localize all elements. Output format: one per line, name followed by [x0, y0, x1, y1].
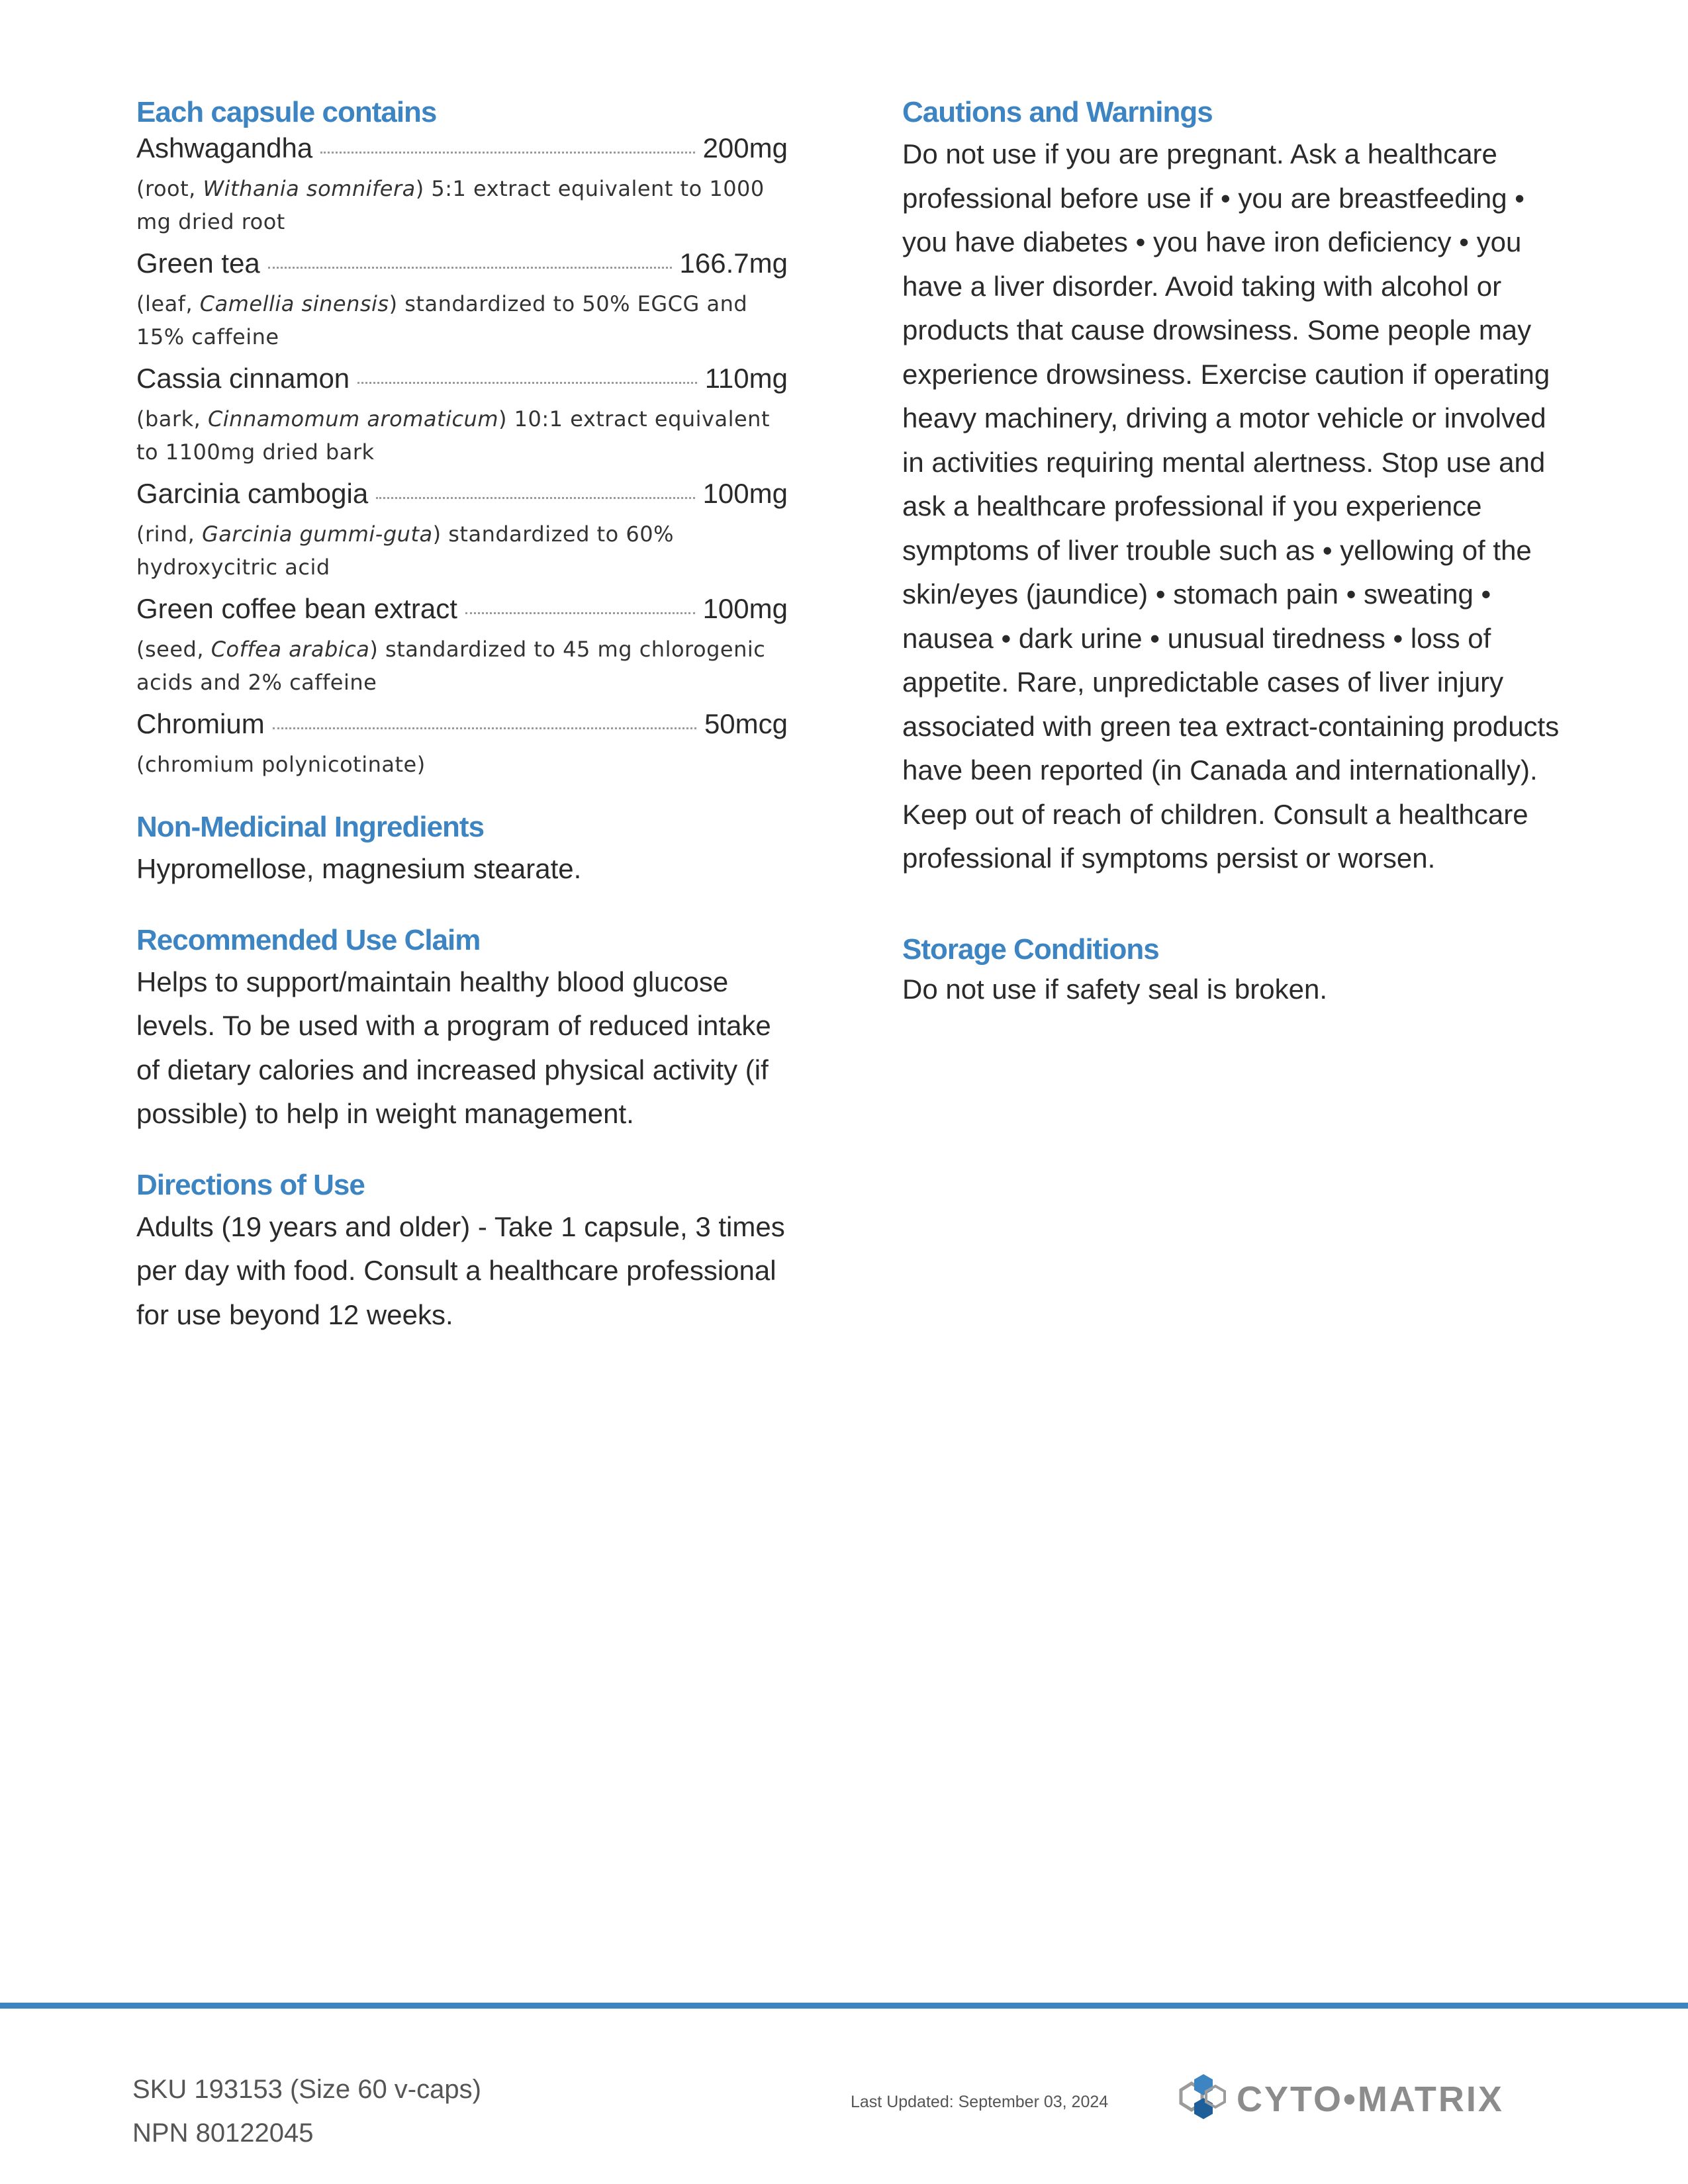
ingredient-item: [136, 248, 788, 353]
ingredient-item: [136, 478, 788, 584]
logo-hexagon-icon: [1181, 2074, 1225, 2119]
non-medicinal-heading: Non-Medicinal Ingredients: [136, 811, 485, 843]
ingredient-amount: 200mg: [702, 132, 788, 163]
storage-heading: Storage Conditions: [902, 933, 1159, 966]
ingredient-row: [136, 593, 788, 633]
npn-text: NPN 80122045: [132, 2118, 314, 2148]
dotted-leader: [273, 727, 696, 729]
recommended-use-heading: Recommended Use Claim: [136, 923, 481, 956]
ingredient-amount: 100mg: [702, 478, 788, 509]
latin-name: Cinnamomum aromaticum: [207, 406, 498, 432]
dotted-leader: [320, 152, 694, 154]
latin-name: Camellia sinensis: [199, 291, 389, 316]
ingredient-name: Garcinia cambogia: [136, 478, 369, 509]
ingredient-amount: 100mg: [702, 593, 788, 624]
ingredient-item: [136, 593, 788, 699]
logo-wordmark: CYTO•MATRIX: [1237, 2079, 1504, 2119]
ingredient-item: [136, 708, 788, 781]
ingredient-description: [136, 748, 788, 781]
ingredient-description: [136, 172, 788, 238]
ingredient-name: Green coffee bean extract: [136, 593, 457, 624]
capsule-heading: Each capsule contains: [136, 96, 437, 128]
ingredient-name: Green tea: [136, 248, 260, 279]
ingredient-amount: 110mg: [704, 363, 788, 394]
ingredient-row: [136, 363, 788, 402]
footer-product-info: [132, 2068, 481, 2155]
ingredient-row: [136, 478, 788, 518]
ingredient-amount: 50mcg: [704, 708, 788, 739]
dotted-leader: [268, 267, 672, 269]
ingredient-description: [136, 633, 788, 699]
sku-text: SKU 193153 (Size 60 v-caps): [132, 2075, 481, 2104]
dotted-leader: [465, 612, 695, 614]
ingredient-description: [136, 287, 788, 353]
ingredient-description: [136, 402, 788, 469]
ingredient-name: Ashwagandha: [136, 132, 313, 163]
right-column: [902, 93, 1564, 1009]
description-prefix: (bark,: [136, 406, 208, 432]
ingredient-item: [136, 363, 788, 469]
cytomatrix-logo: [1162, 2070, 1554, 2142]
ingredient-description: [136, 518, 788, 584]
description-prefix: (rind,: [136, 522, 202, 547]
description-suffix: ) 5:1 extract equivalent to 1000 mg dried root: [136, 176, 765, 234]
ingredient-row: [136, 132, 788, 172]
description-prefix: (seed,: [136, 637, 211, 662]
directions-text: Adults (19 years and older) - Take 1 capsule, 3 times per day with food. Consult a healthcare professional for use beyond 12 weeks.: [136, 1210, 785, 1330]
ingredient-row: [136, 248, 788, 287]
ingredient-name: Cassia cinnamon: [136, 363, 350, 394]
description-prefix: (leaf,: [136, 291, 200, 316]
latin-name: Garcinia gummi-guta: [201, 522, 433, 547]
ingredient-list: [136, 132, 788, 781]
dotted-leader: [376, 497, 694, 499]
non-medicinal-text: Hypromellose, magnesium stearate.: [136, 853, 582, 884]
ingredient-amount: 166.7mg: [679, 248, 788, 279]
footer-divider: [0, 2003, 1688, 2009]
description-prefix: (chromium polynicotinate): [136, 752, 426, 777]
cautions-text: Do not use if you are pregnant. Ask a healthcare professional before use if • you are breastfeeding • you have diabetes • you have iron deficiency • you have a liver disorder. Avoid taking with alcohol or products that cause drowsiness. Some people may experience drowsiness. Exercise caution if operating heavy machinery, driving a motor vehicle or involved in activities requiring mental alertness. Stop use and ask a healthcare professional if you experience symptoms of liver trouble such as • yellowing of the skin/eyes (jaundice) • stomach pain • sweating • nausea • dark urine • unusual tiredness • loss of appetite. Rare, unpredictable cases of liver injury associated with green tea extract-containing products have been reported (in Canada and internationally). Keep out of reach of children. Consult a healthcare professional if symptoms persist or worsen.: [902, 138, 1560, 874]
left-column: [136, 93, 788, 1337]
description-suffix: ) 10:1 extract equivalent to 1100mg dried bark: [136, 406, 770, 465]
recommended-use-text: Helps to support/maintain healthy blood glucose levels. To be used with a program of reduced intake of dietary calories and increased physical activity (if possible) to help in weight management.: [136, 966, 771, 1129]
ingredient-row: [136, 708, 788, 748]
description-prefix: (root,: [136, 176, 203, 201]
description-suffix: ) standardized to 50% EGCG and 15% caffeine: [136, 291, 748, 349]
directions-heading: Directions of Use: [136, 1168, 365, 1201]
ingredient-item: [136, 132, 788, 238]
latin-name: Withania somnifera: [203, 176, 416, 201]
description-suffix: ) standardized to 60% hydroxycitric acid: [136, 522, 674, 580]
storage-text: Do not use if safety seal is broken.: [902, 973, 1327, 1005]
dotted-leader: [357, 382, 697, 384]
latin-name: Coffea arabica: [211, 637, 370, 662]
description-suffix: ) standardized to 45 mg chlorogenic acids and 2% caffeine: [136, 637, 766, 695]
ingredient-name: Chromium: [136, 708, 265, 739]
last-updated: Last Updated: September 03, 2024: [851, 2093, 1109, 2111]
cautions-heading: Cautions and Warnings: [902, 96, 1213, 128]
